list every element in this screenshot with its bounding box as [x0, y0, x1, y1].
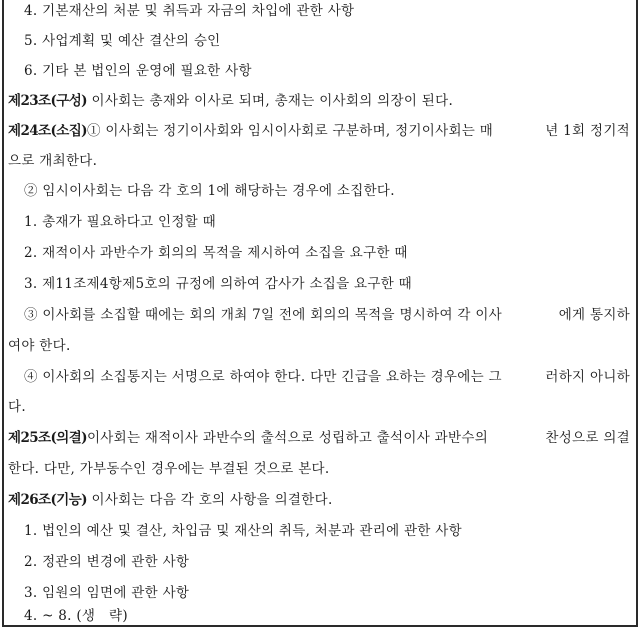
list-item: 2. 정관의 변경에 관한 사항 — [24, 554, 190, 570]
article-26 — [4, 490, 636, 510]
list-item: 3. 제11조제4항제5호의 규정에 의하여 감사가 소집을 요구한 때 — [24, 276, 413, 292]
article-25 — [4, 428, 636, 448]
list-item: 3. 임원의 임면에 관한 사항 — [24, 585, 190, 601]
article-text: 이사회는 재적이사 과반수의 출석으로 성립하고 출석이사 과반수의 — [86, 430, 489, 446]
list-item: 4. ~ 8. (생 략) — [24, 608, 128, 624]
article-text: 이사회는 다음 각 호의 사항을 의결한다. — [86, 492, 333, 508]
article-text: ① 이사회는 정기이사회와 임시이사회로 구분하며, 정기이사회는 매 — [86, 123, 494, 139]
text-line: 으로 개최한다. — [8, 153, 98, 169]
paragraph-text: 에게 통지하 — [558, 307, 630, 323]
text-line: 5. 사업계획 및 예산 결산의 승인 — [24, 33, 221, 49]
article-heading: 제26조(기능) — [8, 492, 87, 508]
article-text: 년 1회 정기적 — [545, 123, 630, 139]
article-24 — [4, 121, 636, 141]
article-text: 이사회는 총재와 이사로 되며, 총재는 이사회의 의장이 된다. — [86, 93, 454, 109]
article-heading: 제25조(의결) — [8, 430, 87, 446]
document-page — [2, 0, 638, 627]
list-item: 2. 재적이사 과반수가 회의의 목적을 제시하여 소집을 요구한 때 — [24, 245, 408, 261]
paragraph-text: ④ 이사회의 소집통지는 서명으로 하여야 한다. 다만 긴급을 요하는 경우에는 그 — [24, 369, 502, 385]
paragraph-text: 러하지 아니하 — [545, 369, 630, 385]
paragraph-4 — [4, 367, 636, 387]
text-line: 여야 한다. — [8, 338, 71, 354]
text-line: 한다. 다만, 가부동수인 경우에는 부결된 것으로 본다. — [8, 461, 330, 477]
list-item: 1. 법인의 예산 및 결산, 차입금 및 재산의 취득, 처분과 관리에 관한 사항 — [24, 523, 462, 539]
article-heading: 제23조(구성) — [8, 93, 87, 109]
list-item: 1. 총재가 필요하다고 인정할 때 — [24, 214, 216, 230]
text-line: 4. 기본재산의 처분 및 취득과 자금의 차입에 관한 사항 — [24, 3, 355, 19]
text-line: 다. — [8, 399, 26, 415]
article-heading: 제24조(소집) — [8, 123, 87, 139]
article-text: 찬성으로 의결 — [545, 430, 630, 446]
article-23 — [4, 91, 636, 111]
paragraph-text: ③ 이사회를 소집할 때에는 회의 개최 7일 전에 회의의 목적을 명시하여 각 이사 — [24, 307, 503, 323]
paragraph-2: ② 임시이사회는 다음 각 호의 1에 해당하는 경우에 소집한다. — [24, 183, 395, 199]
paragraph-3 — [4, 305, 636, 325]
text-line: 6. 기타 본 법인의 운영에 필요한 사항 — [24, 63, 252, 79]
